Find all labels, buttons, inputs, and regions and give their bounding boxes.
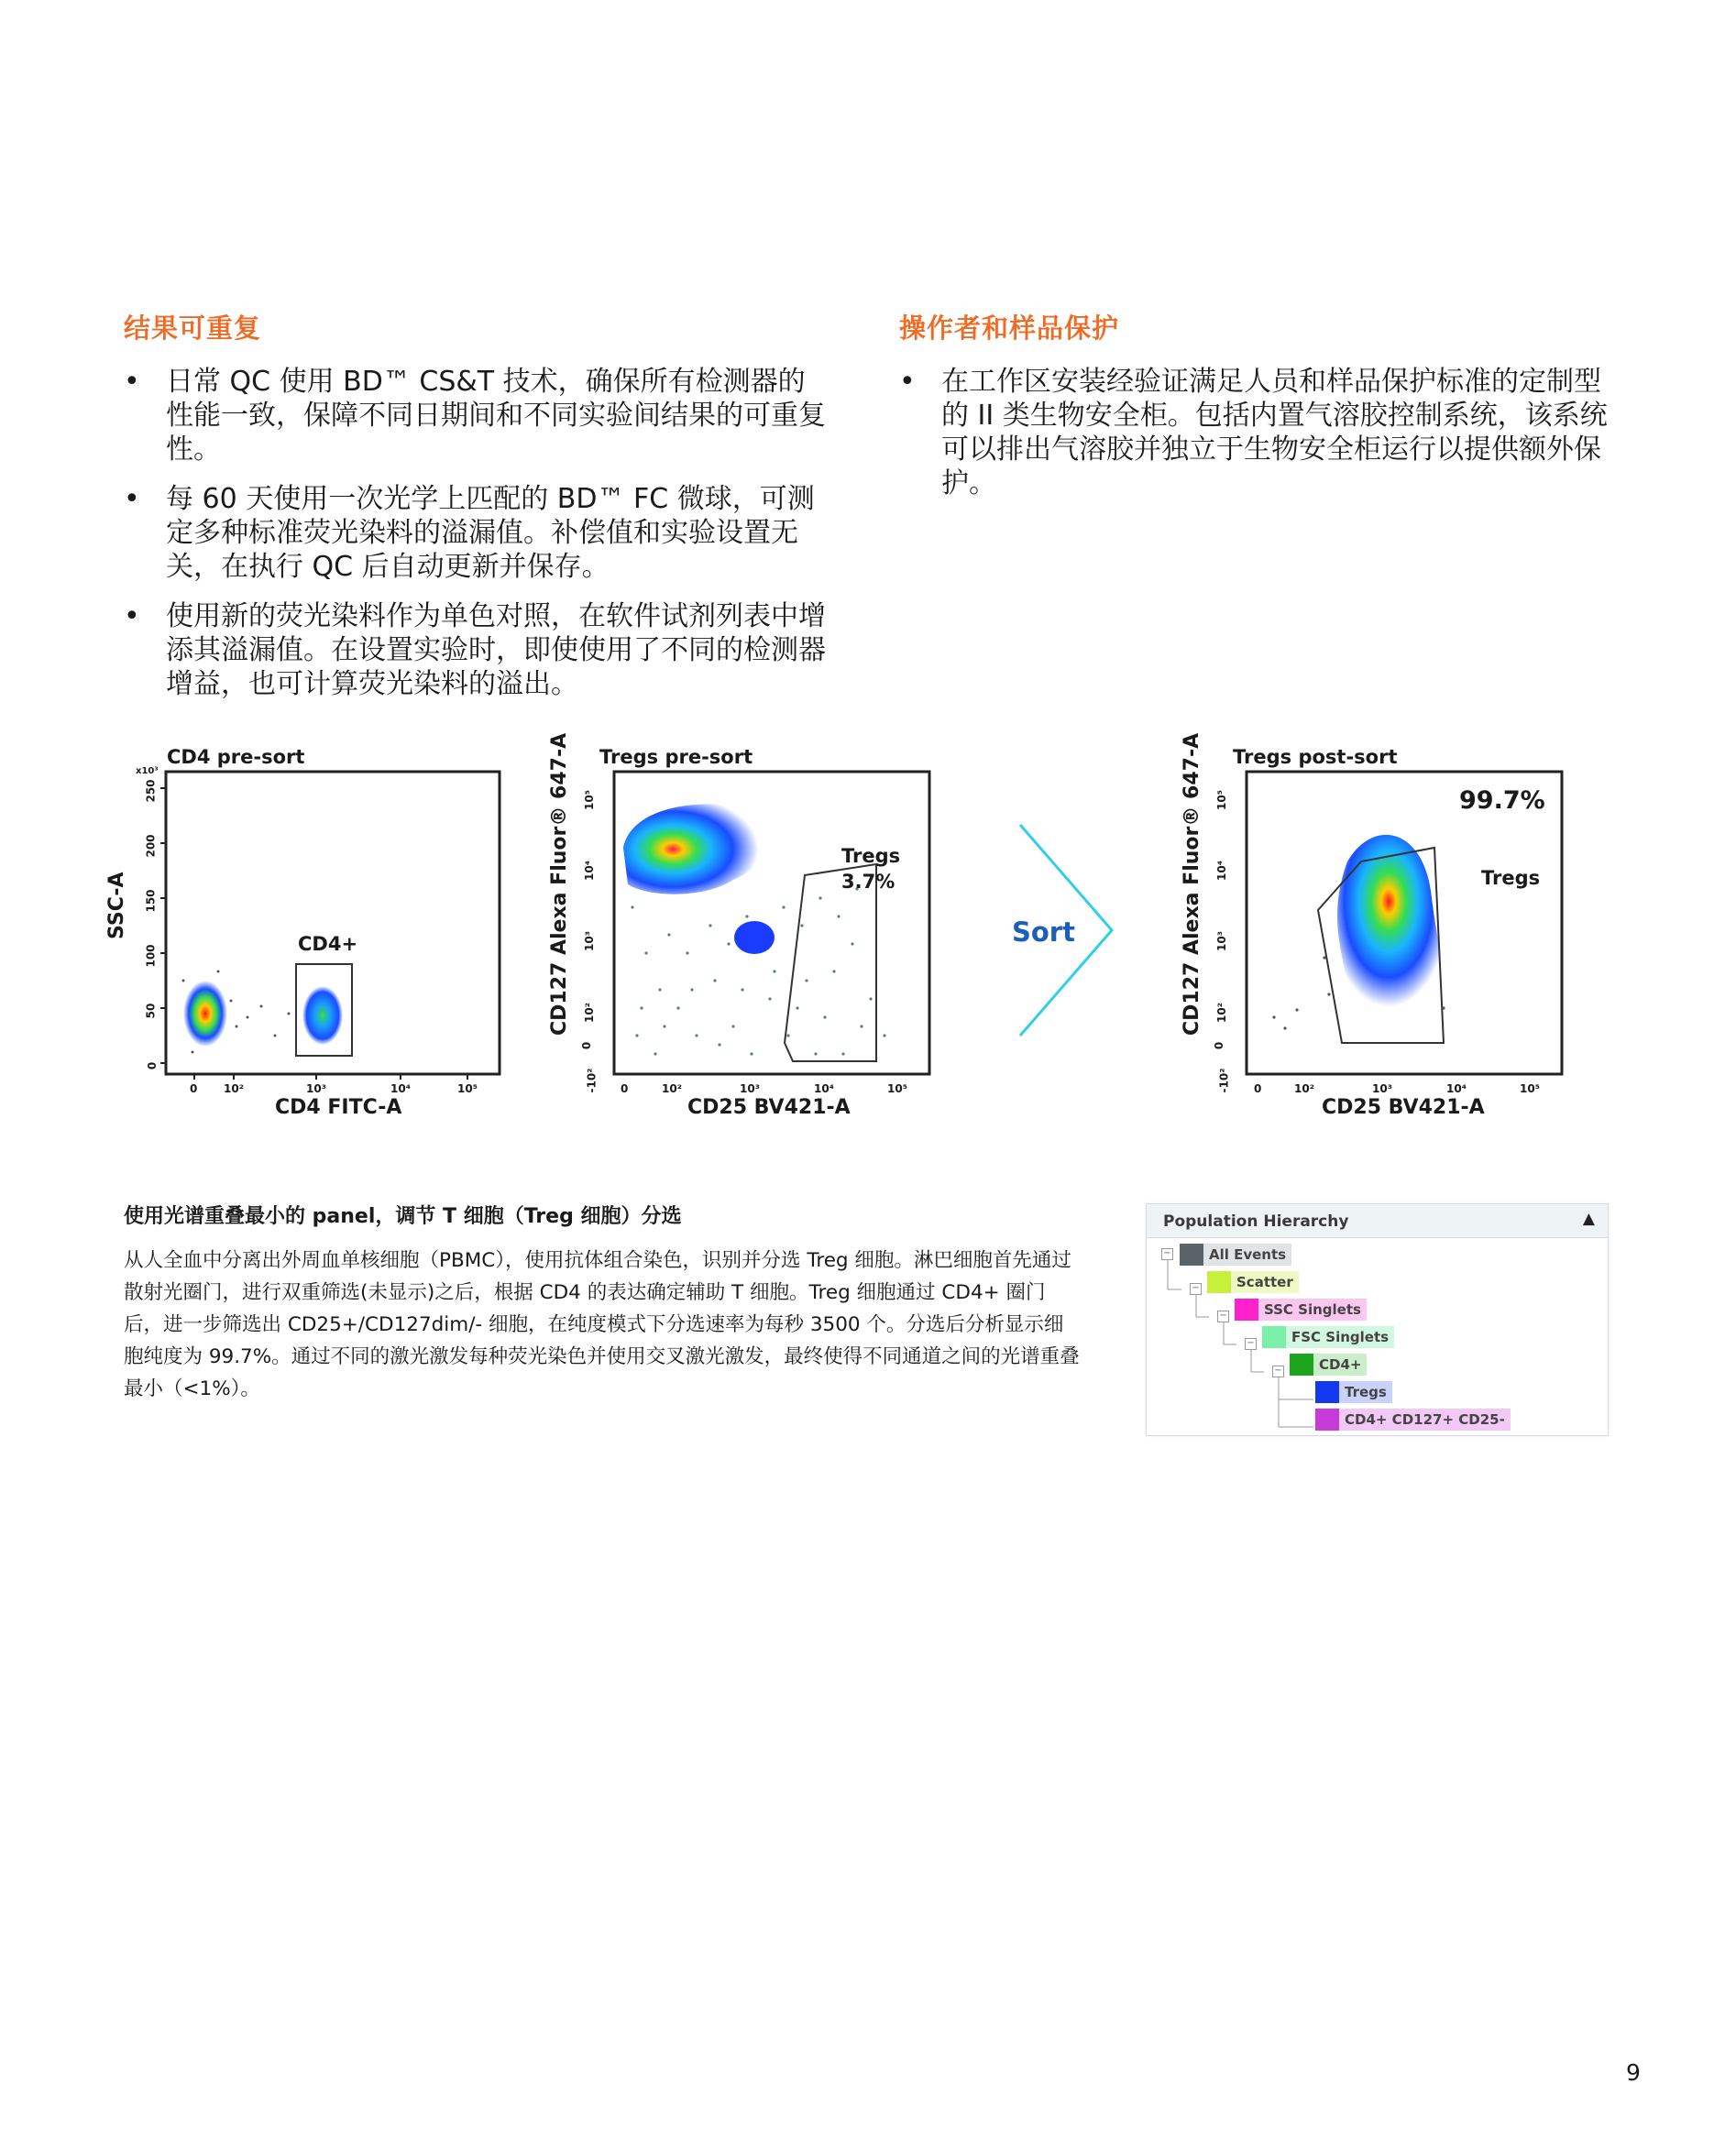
plot3-xtick-0: 0 [1254, 1082, 1262, 1095]
population-hierarchy-title: Population Hierarchy [1163, 1212, 1349, 1231]
plot3-cluster-tregs [1337, 835, 1440, 1011]
sort-label: Sort [1012, 916, 1075, 948]
plot3-ytick-0: -10² [1217, 1068, 1231, 1093]
plot3-gate-label: Tregs [1481, 867, 1541, 889]
plot1-x-label: CD4 FITC-A [275, 1096, 402, 1119]
hierarchy-node-tregs[interactable]: Tregs [1315, 1381, 1392, 1403]
left-bullet-2: • 每 60 天使用一次光学上匹配的 BD™ FC 微球，可测定多种标准荧光染料的溢漏值。补偿值和实验设置无关，在执行 QC 后自动更新并保存。 [124, 482, 830, 584]
plot3-x-label: CD25 BV421-A [1322, 1096, 1485, 1119]
collapse-triangle-icon[interactable]: ▲ [1582, 1210, 1595, 1228]
plot3-ytick-2: 10² [1214, 1003, 1228, 1023]
right-section-title: 操作者和样品保护 [899, 313, 1120, 344]
right-bullet-list [899, 365, 1623, 516]
hierarchy-node-ssc-singlets[interactable]: SSC Singlets [1235, 1299, 1367, 1321]
plot1-xtick-2: 10³ [306, 1082, 326, 1095]
page-number: 9 [1626, 2059, 1641, 2086]
caption-title: 使用光谱重叠最小的 panel，调节 T 细胞（Treg 细胞）分选 [124, 1205, 682, 1228]
plot2-gate-tregs [785, 864, 876, 1061]
plot2-gate-value: 3.7% [841, 871, 895, 893]
plot1-ytick-100: 100 [144, 944, 158, 968]
hierarchy-node-scatter[interactable]: Scatter [1207, 1271, 1299, 1293]
expand-all-events-icon[interactable]: − [1161, 1248, 1173, 1260]
plot2-xtick-0: 0 [621, 1082, 629, 1095]
plot3-title: Tregs post-sort [1233, 746, 1398, 768]
caption-body: 从人全血中分离出外周血单核细胞（PBMC），使用抗体组合染色，识别并分选 Treg 细胞。淋巴细胞首先通过散射光圈门，进行双重筛选(未显示)之后，根据 CD4 的表达确定辅助 T 细胞。Treg 细胞通过 CD4+ 圈门后，进一步筛选出 CD25+/CD127dim/- 细胞，在纯度模式下分选速率为每秒 3500 个。分选后分析显示细胞纯度为 99.7%。通过不同的激光激发每种荧光染色并使用交叉激光激发，最终使得不同通道之间的光谱重叠最小（<1%）。 [124, 1249, 1080, 1400]
plot3-xtick-3: 10⁴ [1446, 1082, 1467, 1095]
plot2-svg [577, 761, 953, 1109]
plot2-cluster-main [623, 805, 765, 894]
plot2-y-label: CD127 Alexa Fluor® 647-A [548, 732, 571, 1036]
plot2-ytick-5: 10⁵ [582, 790, 596, 810]
plot3-xtick-4: 10⁵ [1520, 1082, 1540, 1095]
plot2-xtick-4: 10⁵ [887, 1082, 907, 1095]
plot3-y-label: CD127 Alexa Fluor® 647-A [1181, 732, 1203, 1036]
plot3-ytick-4: 10⁴ [1214, 861, 1228, 881]
plot3-ytick-1: 0 [1213, 1041, 1226, 1050]
left-bullet-1: • 日常 QC 使用 BD™ CS&T 技术，确保所有检测器的性能一致，保障不同日期间和不同实验间结果的可重复性。 [124, 365, 830, 466]
plot2-xtick-1: 10² [662, 1082, 682, 1095]
plot2-cluster-tregs [734, 921, 775, 954]
plot2-scatter-dots [631, 887, 885, 1055]
left-section-title: 结果可重复 [124, 313, 262, 344]
expand-ssc-singlets-icon[interactable]: − [1217, 1311, 1229, 1322]
plot1-xtick-4: 10⁵ [457, 1082, 478, 1095]
plot1-cluster-cd4 [302, 986, 343, 1045]
plot2-ytick-4: 10⁴ [582, 861, 596, 881]
population-hierarchy-panel [1146, 1203, 1609, 1436]
plot3-xtick-2: 10³ [1372, 1082, 1392, 1095]
plot2-xtick-3: 10⁴ [814, 1082, 834, 1095]
plot3-xtick-1: 10² [1294, 1082, 1314, 1095]
plot1-cluster-lymph [183, 981, 227, 1047]
plot1-ytick-0: 0 [146, 1061, 159, 1070]
expand-cd4-icon[interactable]: − [1272, 1366, 1284, 1377]
expand-scatter-icon[interactable]: − [1190, 1283, 1202, 1295]
plot2-xtick-2: 10³ [740, 1082, 760, 1095]
plot1-xtick-3: 10⁴ [390, 1082, 411, 1095]
plot1-ytick-200: 200 [144, 834, 158, 858]
plot1-ytick-150: 150 [144, 889, 158, 913]
hierarchy-node-cd4-cd127-cd25[interactable]: CD4+ CD127+ CD25- [1315, 1409, 1511, 1431]
plot1-title: CD4 pre-sort [167, 746, 305, 768]
plot3-ytick-3: 10³ [1214, 931, 1228, 951]
plot3-purity: 99.7% [1459, 786, 1545, 815]
plot2-ytick-0: -10² [585, 1068, 599, 1093]
plot2-ytick-1: 0 [580, 1041, 594, 1050]
plot2-ytick-2: 10² [582, 1003, 596, 1023]
plot1-xtick-0: 0 [190, 1082, 198, 1095]
right-bullet-1: • 在工作区安装经验证满足人员和样品保护标准的定制型的 II 类生物安全柜。包括内置气溶胶控制系统，该系统可以排出气溶胶并独立于生物安全柜运行以提供额外保护。 [899, 365, 1623, 500]
expand-fsc-singlets-icon[interactable]: − [1245, 1338, 1257, 1350]
plot3-ytick-5: 10⁵ [1214, 790, 1228, 810]
left-bullet-list [124, 365, 830, 717]
plot2-title: Tregs pre-sort [599, 746, 753, 768]
plot1-ytick-50: 50 [144, 1003, 158, 1019]
plot1-xtick-1: 10² [224, 1082, 244, 1095]
plot1-ytick-250: 250 [144, 779, 158, 803]
plot2-ytick-3: 10³ [582, 931, 596, 951]
hierarchy-node-fsc-singlets[interactable]: FSC Singlets [1262, 1326, 1394, 1348]
hierarchy-node-cd4[interactable]: CD4+ [1290, 1354, 1367, 1376]
plot2-gate-label: Tregs [841, 845, 901, 867]
left-bullet-3: • 使用新的荧光染料作为单色对照，在软件试剂列表中增添其溢漏值。在设置实验时，即使使用了不同的检测器增益，也可计算荧光染料的溢出。 [124, 599, 830, 701]
plot2-x-label: CD25 BV421-A [687, 1096, 851, 1119]
plot1-y-label: SSC-A [105, 872, 128, 939]
hierarchy-node-all-events[interactable]: All Events [1180, 1244, 1291, 1266]
plot1-y-multiplier: x10³ [136, 766, 159, 776]
plot1-gate-label: CD4+ [298, 933, 358, 955]
